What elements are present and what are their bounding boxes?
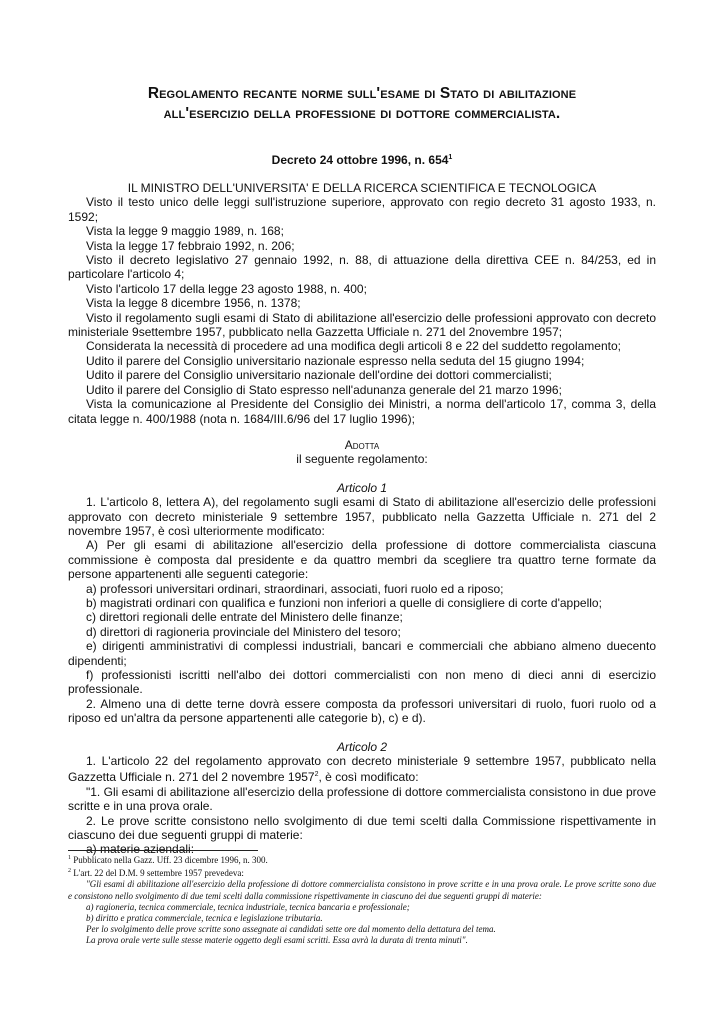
footnotes bbox=[68, 853, 656, 947]
preamble-item: Udito il parere del Consiglio universitario nazionale espresso nella seduta del 15 giugno 1994; bbox=[86, 353, 585, 368]
title-line-1: Regolamento recante norme sull'esame di Stato di abilitazione bbox=[147, 85, 577, 102]
preamble-item: Udito il parere del Consiglio di Stato espresso nell'adunanza generale del 21 marzo 1996; bbox=[86, 382, 562, 397]
decree-heading bbox=[60, 150, 664, 168]
footnote-2-oral-exam: La prova orale verte sulle stesse materie oggetto degli esami scritti. Essa avrà la durata di trenta minuti". bbox=[86, 935, 468, 946]
footnote-ref-1: 1 bbox=[448, 154, 453, 161]
article-1-paragraph: d) direttori di ragioneria provinciale del Ministero del tesoro; bbox=[86, 624, 401, 639]
preamble-item: Vista la legge 17 febbraio 1992, n. 206; bbox=[86, 238, 295, 253]
article-2-paragraph: a) materie aziendali: bbox=[86, 842, 195, 857]
preamble-item: Visto il regolamento sugli esami di Stato di abilitazione all'esercizio delle professioni approvato con decreto ministeriale 9settembre 1957, pubblicato nella Gazzetta Ufficiale n. 271 del 2novembre 1957; bbox=[68, 310, 656, 340]
preamble-item: Considerata la necessità di procedere ad una modifica degli articoli 8 e 22 del suddetto regolamento; bbox=[86, 339, 621, 354]
preamble-item: Vista la legge 8 dicembre 1956, n. 1378; bbox=[86, 296, 301, 311]
footnote-separator bbox=[68, 850, 258, 851]
article-1-paragraph: e) dirigenti amministrativi di complessi industriali, bancari e commerciali che abbiano almeno duecento dipendenti; bbox=[68, 639, 656, 668]
footnote-1-text: Pubblicato nella Gazz. Uff. 23 dicembre 1996, n. 300. bbox=[73, 855, 268, 865]
adotta-heading: Adotta bbox=[344, 437, 380, 452]
article-1-paragraph: a) professori universitari ordinari, straordinari, associati, fuori ruolo ed a riposo; bbox=[86, 581, 504, 596]
article-2-p1-text: 1. L'articolo 22 del regolamento approvato con decreto ministeriale 9 settembre 1957, pubblicato nella Gazzetta Ufficiale n. 271 del 2 novembre 1957 bbox=[68, 754, 656, 785]
preamble-item: Vista la legge 9 maggio 1989, n. 168; bbox=[86, 224, 284, 239]
article-1-paragraph: f) professionisti iscritti nell'albo dei dottori commercialisti con non meno di dieci anni di esercizio professionale. bbox=[68, 668, 656, 697]
footnote-2-item-b: b) diritto e pratica commerciale, tecnica e legislazione tributaria. bbox=[86, 913, 323, 924]
article-1-paragraph: c) direttori regionali delle entrate del Ministero delle finanze; bbox=[86, 610, 403, 625]
decree-text: Decreto 24 ottobre 1996, n. 654 bbox=[271, 153, 449, 167]
article-1-paragraph: 2. Almeno una di dette terne dovrà essere composta da professori universitari di ruolo, fuori ruolo od a riposo ed un'altra da persone appartenenti alle categorie b), c) e d). bbox=[68, 696, 656, 726]
article-2-heading: Articolo 2 bbox=[336, 739, 388, 754]
adotta-subheading: il seguente regolamento: bbox=[296, 452, 428, 467]
article-1-paragraph: 1. L'articolo 8, lettera A), del regolamento sugli esami di Stato di abilitazione all'esercizio delle professioni approvato con decreto ministeriale 9 settembre 1957, pubblicato nella Gazzetta Ufficiale n. 271 del 2 novembre 1957, è così ulteriormente modificato: bbox=[68, 495, 656, 538]
footnote-1-marker: 1 bbox=[68, 855, 71, 861]
footnote-2-text: L'art. 22 del D.M. 9 settembre 1957 prevedeva: bbox=[73, 868, 244, 879]
footnote-2 bbox=[68, 866, 656, 879]
document-body bbox=[68, 181, 656, 857]
minister-heading: IL MINISTRO DELL'UNIVERSITA' E DELLA RICERCA SCIENTIFICA E TECNOLOGICA bbox=[127, 181, 597, 195]
footnote-2-written-time: Per lo svolgimento delle prove scritte sono assegnate ai candidati sette ore dal momento della dettatura del tema. bbox=[86, 924, 496, 935]
footnote-2-marker: 2 bbox=[68, 868, 71, 875]
document-title bbox=[60, 84, 664, 124]
article-1-paragraph: b) magistrati ordinari con qualifica e funzioni non inferiori a quelle di consigliere di corte d'appello; bbox=[86, 595, 602, 610]
footnote-2-item-a: a) ragioneria, tecnica commerciale, tecnica industriale, tecnica bancaria e professionale; bbox=[86, 901, 410, 912]
article-1-paragraph: A) Per gli esami di abilitazione all'esercizio della professione di dottore commercialista ciascuna commissione è composta dal presidente e da quattro membri da scegliere tra quattro terne formate da persone appartenenti alle seguenti categorie: bbox=[68, 538, 656, 582]
footnote-2-quote: "Gli esami di abilitazione all'esercizio della professione di dottore commercialista consistono in prove scritte e in una prova orale. Le prove scritte sono due e consistono nello svolgimento di due temi scelti dalla commissione rispettivamente in ciascuno dei due seguenti gruppi di materie: bbox=[68, 879, 656, 901]
article-2-p1-tail: , è così modificato: bbox=[318, 770, 419, 785]
article-2-paragraph bbox=[68, 754, 656, 785]
preamble-item: Udito il parere del Consiglio universitario nazionale dell'ordine dei dottori commercialisti; bbox=[86, 368, 552, 383]
preamble-item: Visto il decreto legislativo 27 gennaio 1992, n. 88, di attuazione della direttiva CEE n. 84/253, ed in particolare l'articolo 4; bbox=[68, 253, 656, 282]
preamble-item: Vista la comunicazione al Presidente del Consiglio dei Ministri, a norma dell'articolo 17, comma 3, della citata legge n. 400/1988 (nota n. 1684/III.6/96 del 17 luglio 1996); bbox=[68, 397, 656, 426]
preamble-item: Visto l'articolo 17 della legge 23 agosto 1988, n. 400; bbox=[86, 281, 367, 296]
article-2-paragraph: "1. Gli esami di abilitazione all'esercizio della professione di dottore commercialista consistono in due prove scritte e in una prova orale. bbox=[68, 784, 656, 814]
footnote-1 bbox=[68, 853, 656, 866]
article-2-paragraph: 2. Le prove scritte consistono nello svolgimento di due temi scelti dalla Commissione rispettivamente in ciascuno dei due seguenti gruppi di materie: bbox=[68, 813, 656, 843]
title-line-2: all'esercizio della professione di dottore commercialista. bbox=[163, 105, 561, 122]
article-1-heading: Articolo 1 bbox=[336, 480, 388, 495]
preamble-item: Visto il testo unico delle leggi sull'istruzione superiore, approvato con regio decreto 31 agosto 1933, n. 1592; bbox=[68, 195, 656, 224]
footnote-ref-2: 2 bbox=[314, 771, 319, 779]
